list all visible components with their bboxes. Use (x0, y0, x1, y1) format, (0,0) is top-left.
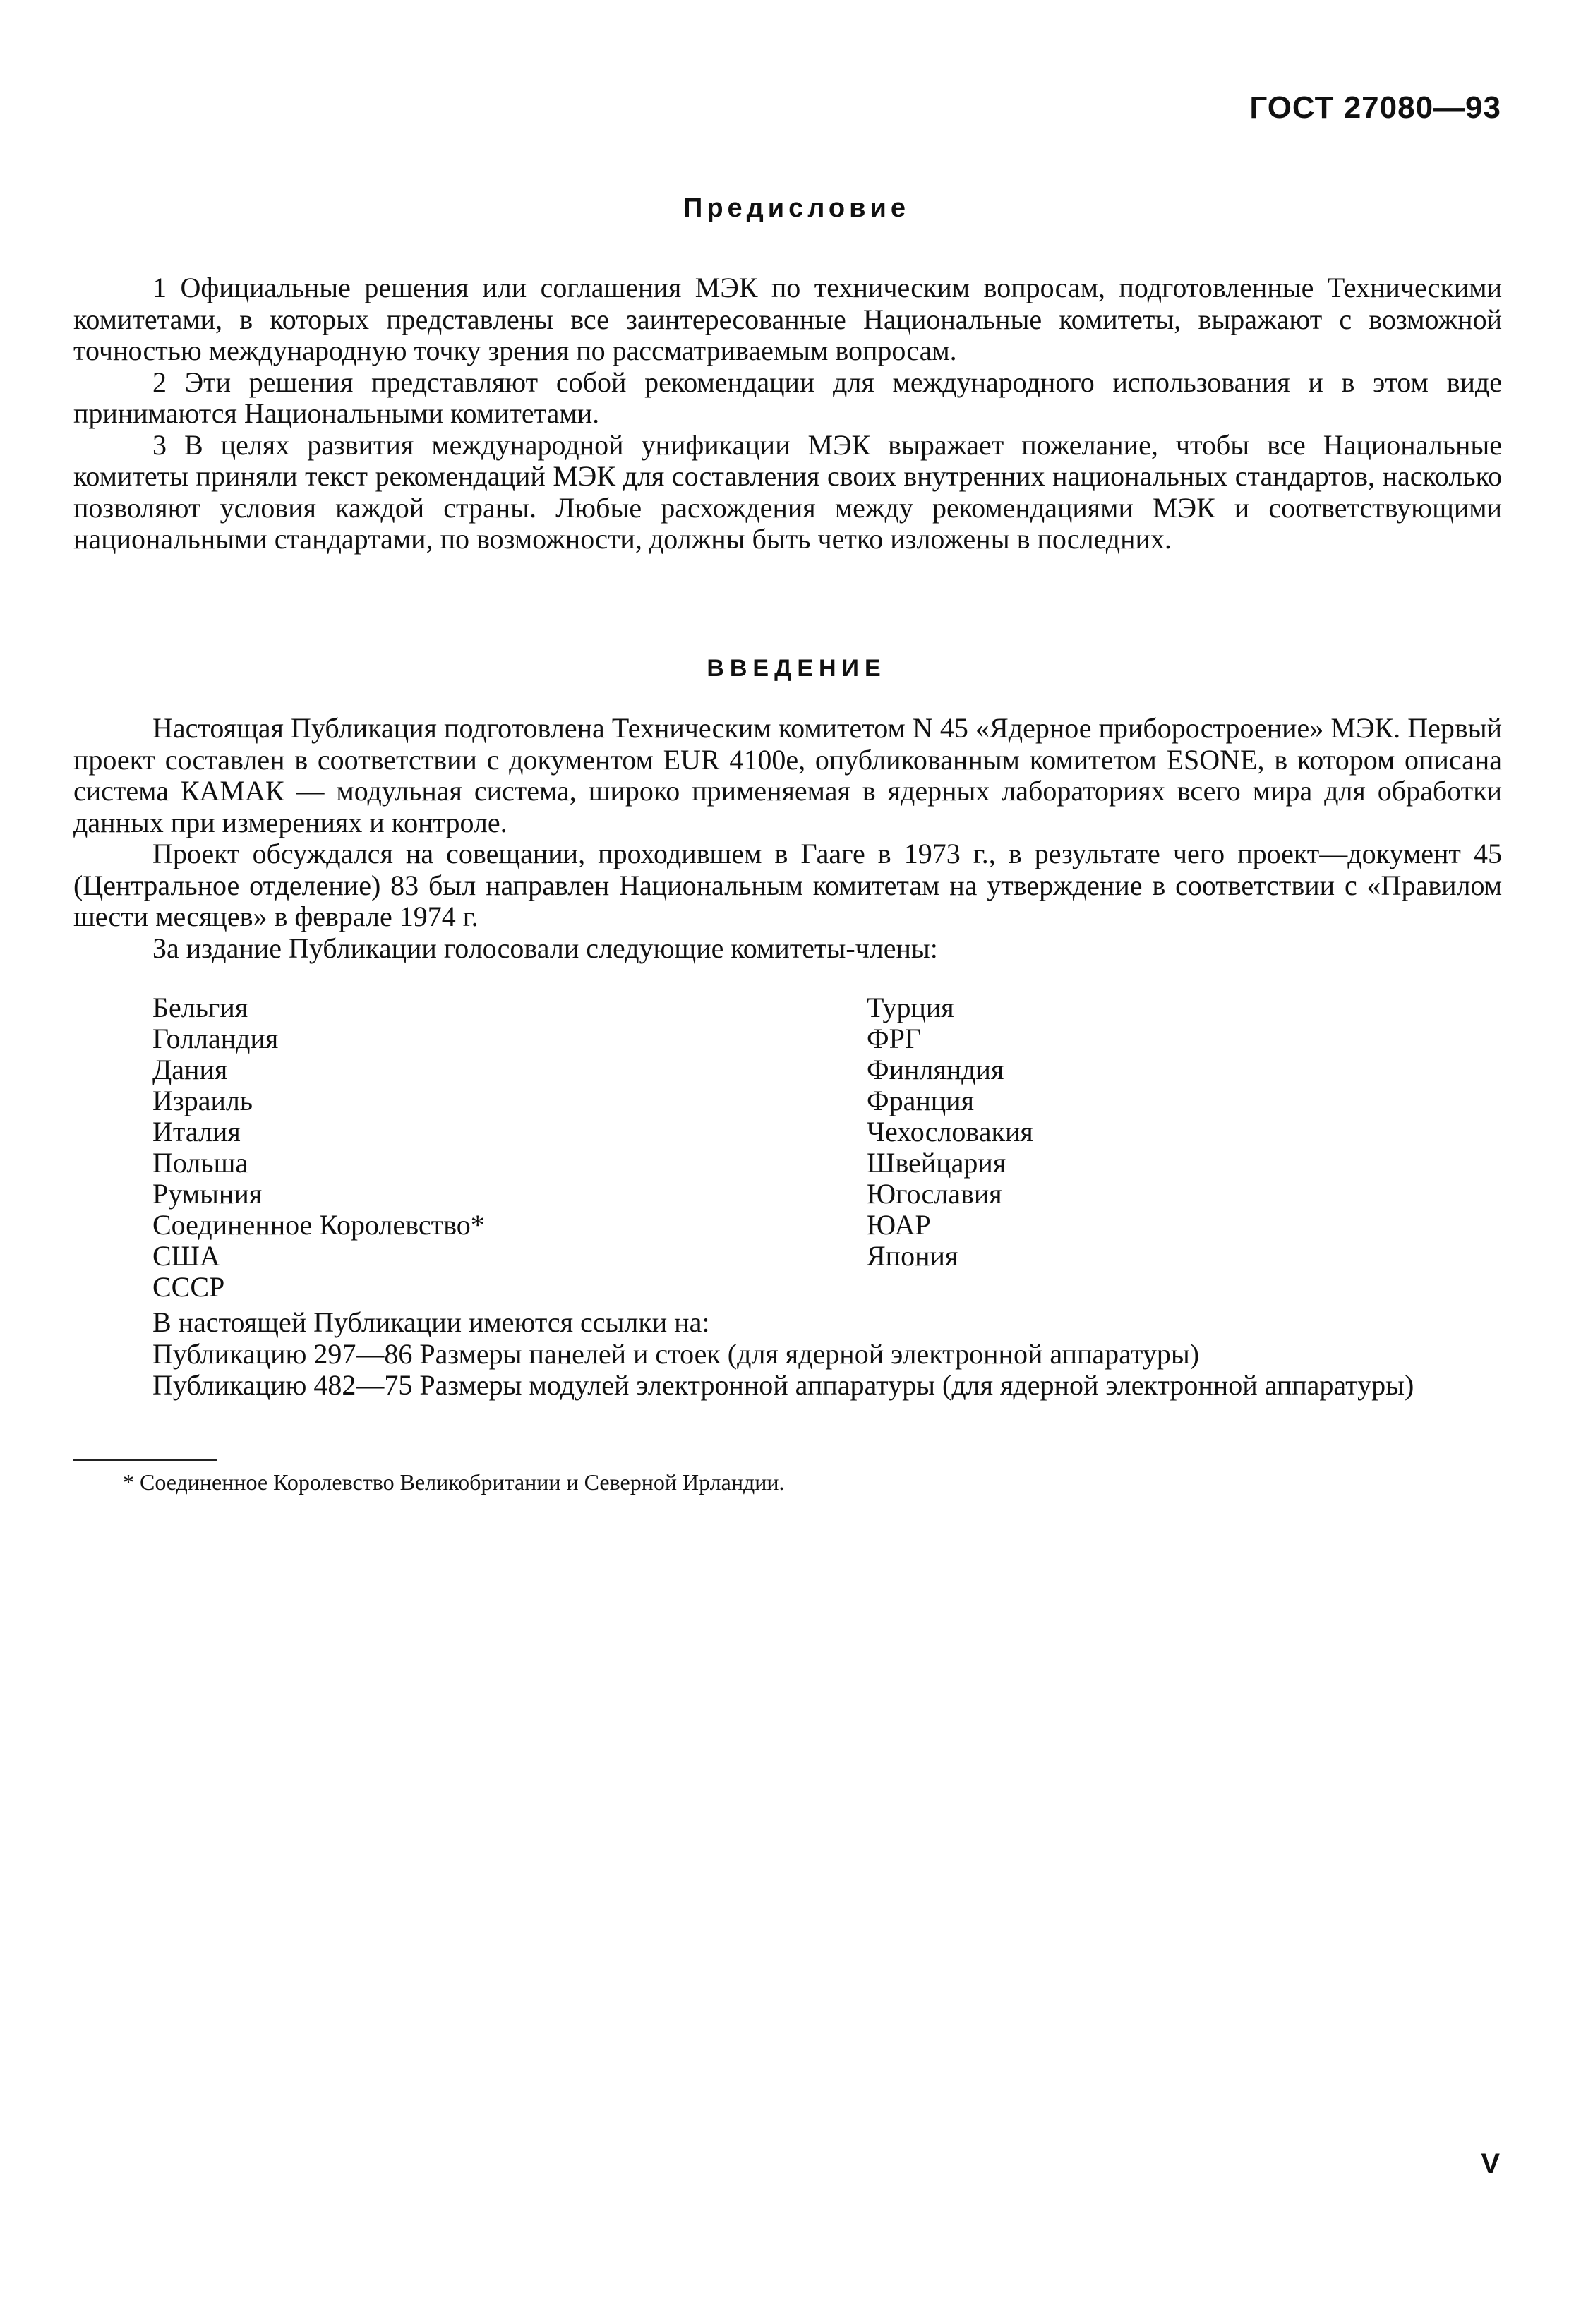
country-item: Соединенное Королевство* (152, 1209, 485, 1241)
country-item: ЮАР (867, 1209, 931, 1241)
country-item: Япония (867, 1240, 958, 1272)
reference-item: Публикацию 297—86 Размеры панелей и стоек (для ядерной электронной аппаратуры) (152, 1337, 1200, 1370)
country-item: Чехословакия (867, 1116, 1033, 1148)
country-item: ФРГ (867, 1023, 921, 1054)
preface-body (73, 272, 1502, 555)
preface-paragraph-3: 3 В целях развития международной унификации МЭК выражает пожелание, чтобы все Национальные комитеты приняли текст рекомендаций МЭК для составления своих внутренних национальных стандартов, насколько позволяют условия каждой страны. Любые расхождения между рекомендациями МЭК и соответствующими национальными стандартами, по возможности, должны быть четко изложены в последних. (73, 428, 1502, 555)
country-item: Швейцария (867, 1147, 1006, 1179)
country-item: Израиль (152, 1085, 253, 1116)
country-item: Турция (867, 992, 954, 1023)
country-item: Бельгия (152, 992, 248, 1023)
preface-paragraph-2: 2 Эти решения представляют собой рекомендации для международного использования и в этом виде принимаются Национальными комитетами. (73, 366, 1502, 429)
country-item: Финляндия (867, 1054, 1004, 1085)
introduction-paragraph-2: Проект обсуждался на совещании, проходившем в Гааге в 1973 г., в результате чего проект—документ 45 (Центральное отделение) 83 был направлен Национальным комитетам на утверждение в соответствии с «Правилом шести месяцев» в феврале 1974 г. (73, 838, 1502, 932)
footnote-divider (73, 1459, 217, 1461)
reference-item: Публикацию 482—75 Размеры модулей электронной аппаратуры (для ядерной электронной аппаратуры) (152, 1369, 1414, 1401)
preface-paragraph-1: 1 Официальные решения или соглашения МЭК по техническим вопросам, подготовленные Техническими комитетами, в которых представлены все заинтересованные Национальные комитеты, выражают с возможной точностью международную точку зрения по рассматриваемым вопросам. (73, 272, 1502, 366)
country-item: Голландия (152, 1023, 279, 1054)
country-item: Франция (867, 1085, 974, 1116)
country-item: СССР (152, 1271, 225, 1303)
country-item: США (152, 1240, 220, 1272)
country-item: Югославия (867, 1178, 1002, 1210)
preface-title: Предисловие (683, 193, 910, 223)
page-number: V (1481, 2148, 1500, 2179)
country-item: Дания (152, 1054, 228, 1085)
voters-right-column (867, 992, 1033, 1272)
introduction-paragraph-1: Настоящая Публикация подготовлена Техническим комитетом N 45 «Ядерное приборостроение» МЭК. Первый проект составлен в соответствии с документом EUR 4100е, опубликованным комитетом ESONE, в котором описана система КАМАК — модульная система, широко применяемая в ядерных лабораториях всего мира для обработки данных при измерениях и контроле. (73, 712, 1502, 838)
country-item: Польша (152, 1147, 248, 1179)
document-code: ГОСТ 27080—93 (1249, 90, 1501, 125)
references-section (73, 1307, 1502, 1402)
voters-left-column (152, 992, 485, 1303)
introduction-body (73, 713, 1502, 964)
introduction-paragraph-3: За издание Публикации голосовали следующие комитеты-члены: (152, 932, 938, 964)
footnote: * Соединенное Королевство Великобритании и Северной Ирландии. (123, 1469, 785, 1495)
country-item: Румыния (152, 1178, 263, 1210)
introduction-title: ВВЕДЕНИЕ (707, 655, 886, 682)
references-intro: В настоящей Публикации имеются ссылки на: (152, 1306, 710, 1338)
country-item: Италия (152, 1116, 241, 1148)
